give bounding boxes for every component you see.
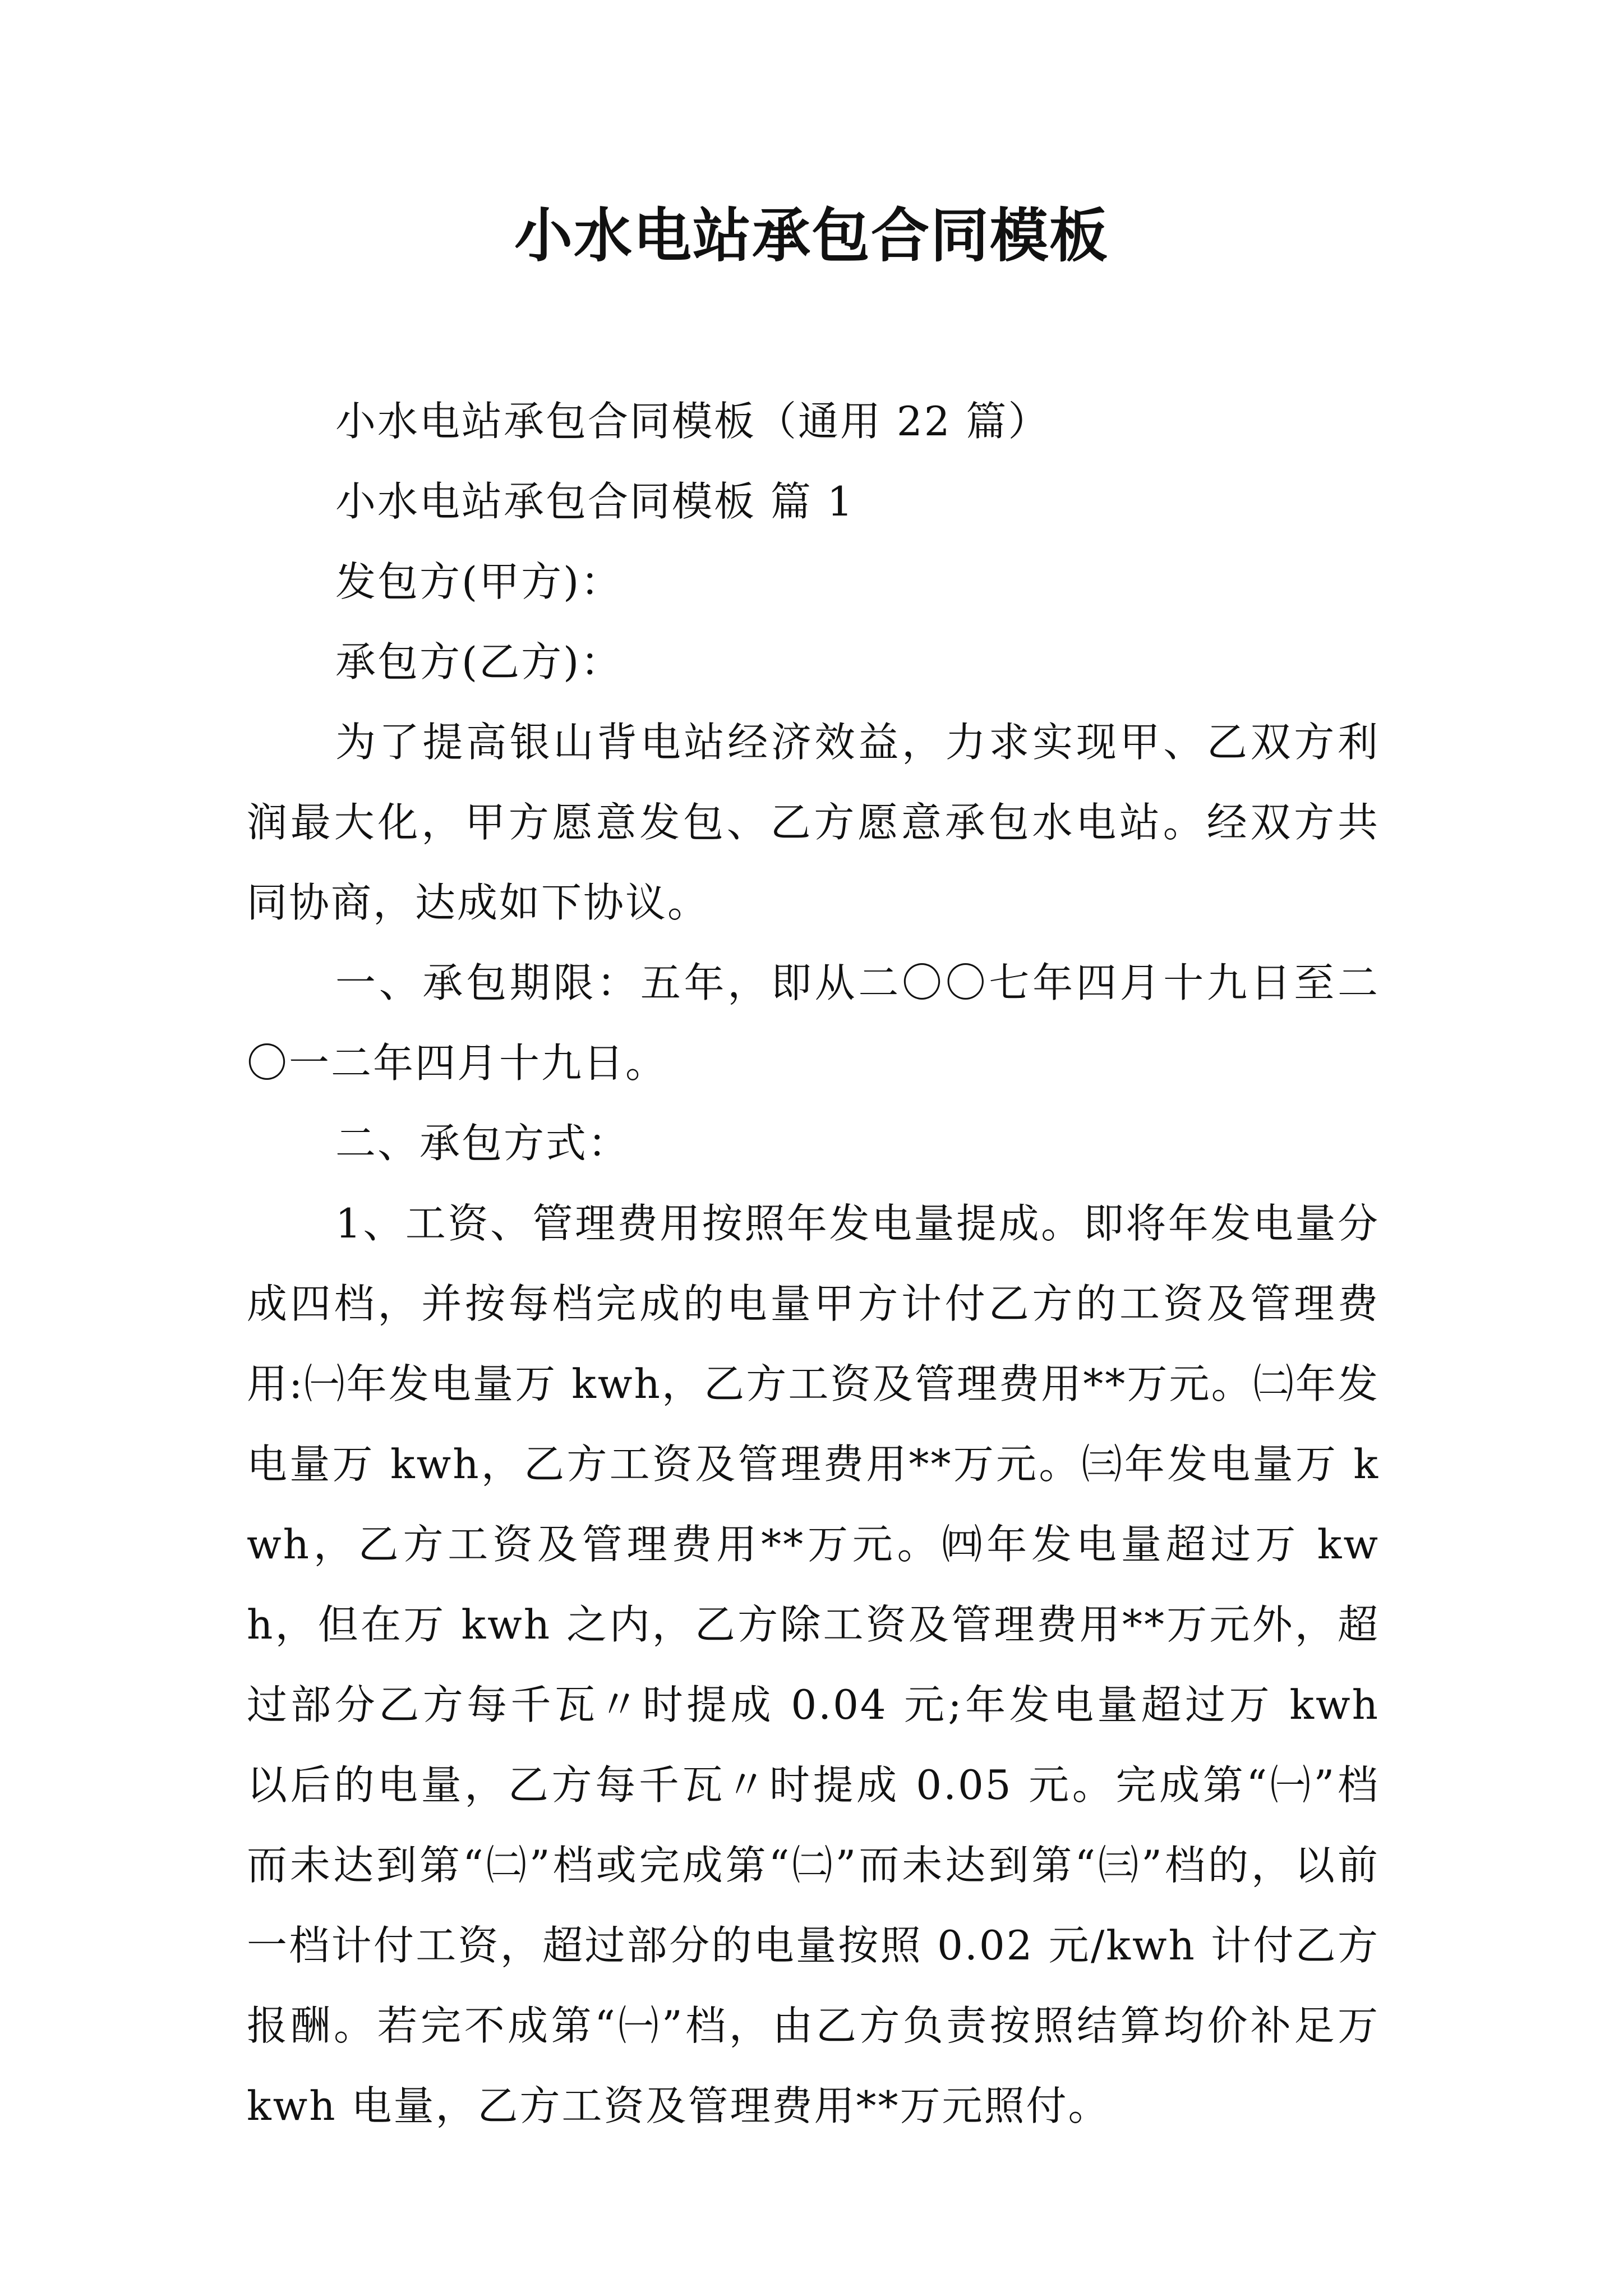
document-body: [247, 381, 1380, 2146]
paragraph-subtitle: 小水电站承包合同模板（通用 22 篇）: [335, 398, 1050, 445]
paragraph-preamble: 为了提高银山背电站经济效益，力求实现甲、乙双方利润最大化，甲方愿意发包、乙方愿意承包水电站。经双方共同协商，达成如下协议。: [247, 719, 1380, 926]
paragraph-term: 一、承包期限：五年，即从二〇〇七年四月十九日至二〇一二年四月十九日。: [247, 959, 1380, 1087]
paragraph-method-item-1: 1、工资、管理费用按照年发电量提成。即将年发电量分成四档，并按每档完成的电量甲方计付乙方的工资及管理费用:㈠年发电量万 kwh，乙方工资及管理费用**万元。㈡年发电量万 kwh，乙方工资及管理费用**万元。㈢年发电量万 kwh，乙方工资及管理费用**万元。㈣年发电量超过万 kwh，但在万 kwh 之内，乙方除工资及管理费用**万元外，超过部分乙方每千瓦〃时提成 0.04 元;年发电量超过万 kwh 以后的电量，乙方每千瓦〃时提成 0.05 元。完成第“㈠”档而未达到第“㈡”档或完成第“㈡”而未达到第“㈢”档的，以前一档计付工资，超过部分的电量按照 0.02 元/kwh 计付乙方报酬。若完不成第“㈠”档，由乙方负责按照结算均价补足万 kwh 电量，乙方工资及管理费用**万元照付。: [247, 1200, 1380, 2129]
paragraph-method-heading: 二、承包方式：: [335, 1120, 630, 1167]
document-title: 小水电站承包合同模板: [514, 201, 1109, 270]
paragraph-party-b: 承包方(乙方)：: [335, 638, 623, 685]
paragraph-party-a: 发包方(甲方)：: [335, 558, 623, 605]
paragraph-section-heading: 小水电站承包合同模板 篇 1: [335, 478, 855, 525]
